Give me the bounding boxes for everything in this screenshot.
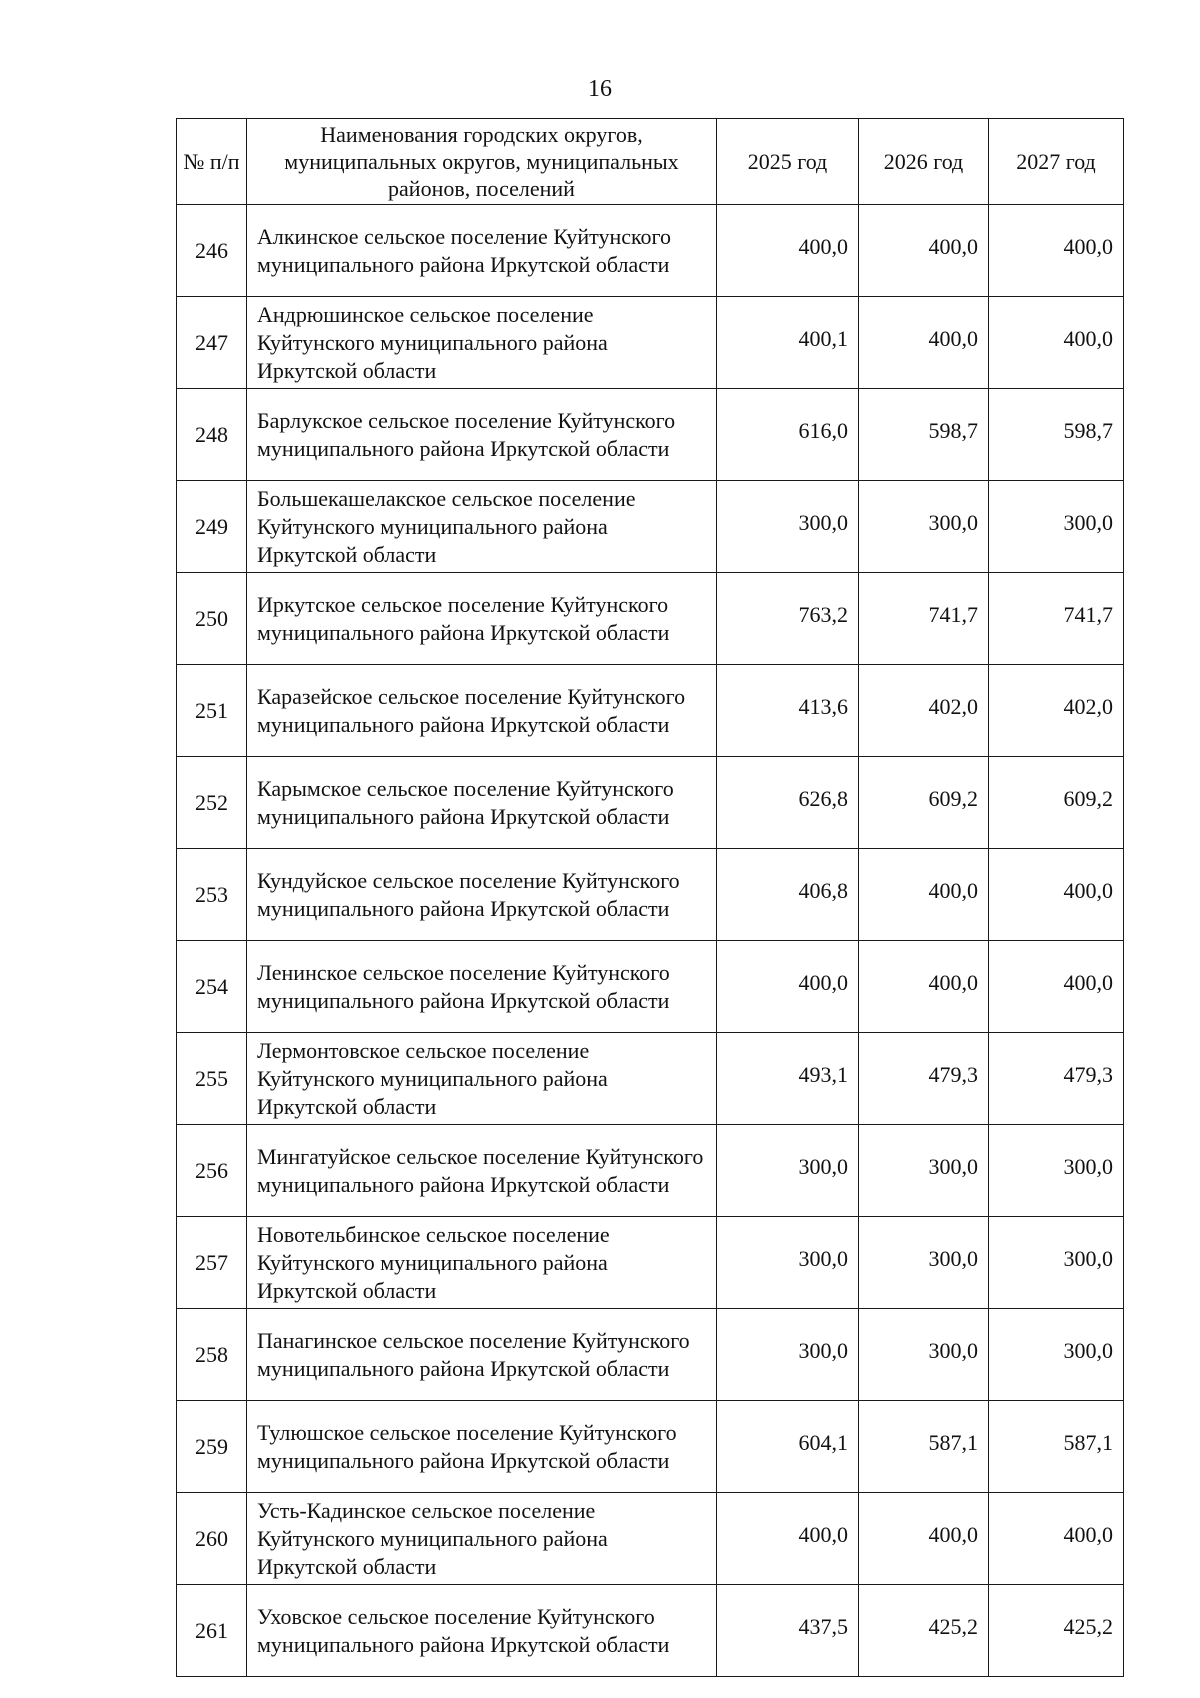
table-header [177,119,1124,205]
value-2026: 402,0 [859,665,989,757]
table-row [177,297,1124,389]
row-number: 259 [177,1401,247,1493]
value-2026: 587,1 [859,1401,989,1493]
value-2027: 400,0 [989,849,1124,941]
settlement-name: Кундуйское сельское поселение Куйтунского муниципального района Иркутской области [247,849,717,941]
row-number: 252 [177,757,247,849]
settlement-name: Лермонтовское сельское поселение Куйтунского муниципального района Иркутской области [247,1033,717,1125]
value-2026: 741,7 [859,573,989,665]
settlement-name: Иркутское сельское поселение Куйтунского муниципального района Иркутской области [247,573,717,665]
table-row [177,941,1124,1033]
value-2027: 425,2 [989,1585,1124,1677]
value-2026: 400,0 [859,297,989,389]
value-2025: 413,6 [717,665,859,757]
settlement-name: Каразейское сельское поселение Куйтунского муниципального района Иркутской области [247,665,717,757]
table-row [177,1217,1124,1309]
value-2026: 400,0 [859,849,989,941]
value-2027: 300,0 [989,1309,1124,1401]
row-number: 246 [177,205,247,297]
value-2025: 400,0 [717,941,859,1033]
settlement-name: Ленинское сельское поселение Куйтунского муниципального района Иркутской области [247,941,717,1033]
header-row [177,119,1124,205]
value-2026: 400,0 [859,205,989,297]
settlement-name: Мингатуйское сельское поселение Куйтунского муниципального района Иркутской области [247,1125,717,1217]
settlement-name: Усть-Кадинское сельское поселение Куйтунского муниципального района Иркутской области [247,1493,717,1585]
row-number: 251 [177,665,247,757]
value-2025: 493,1 [717,1033,859,1125]
table-row [177,1309,1124,1401]
value-2025: 300,0 [717,481,859,573]
settlement-name: Большекашелакское сельское поселение Куйтунского муниципального района Иркутской области [247,481,717,573]
header-2026: 2026 год [859,119,989,205]
value-2027: 741,7 [989,573,1124,665]
value-2026: 400,0 [859,1493,989,1585]
value-2027: 300,0 [989,1125,1124,1217]
value-2027: 598,7 [989,389,1124,481]
table-row [177,665,1124,757]
value-2027: 587,1 [989,1401,1124,1493]
table-row [177,1125,1124,1217]
table-row [177,573,1124,665]
row-number: 250 [177,573,247,665]
value-2026: 479,3 [859,1033,989,1125]
settlement-name: Уховское сельское поселение Куйтунского муниципального района Иркутской области [247,1585,717,1677]
table-row [177,389,1124,481]
value-2025: 400,0 [717,205,859,297]
value-2025: 604,1 [717,1401,859,1493]
row-number: 261 [177,1585,247,1677]
header-name: Наименования городских округов, муниципальных округов, муниципальных районов, поселений [247,119,717,205]
value-2027: 402,0 [989,665,1124,757]
table-row [177,205,1124,297]
table-row [177,757,1124,849]
value-2026: 300,0 [859,1309,989,1401]
settlement-name: Барлукское сельское поселение Куйтунского муниципального района Иркутской области [247,389,717,481]
value-2027: 479,3 [989,1033,1124,1125]
value-2025: 763,2 [717,573,859,665]
value-2027: 400,0 [989,205,1124,297]
value-2026: 300,0 [859,1217,989,1309]
value-2025: 300,0 [717,1125,859,1217]
value-2025: 626,8 [717,757,859,849]
value-2027: 400,0 [989,297,1124,389]
value-2027: 609,2 [989,757,1124,849]
table-row [177,1033,1124,1125]
value-2025: 437,5 [717,1585,859,1677]
row-number: 248 [177,389,247,481]
value-2027: 400,0 [989,1493,1124,1585]
value-2026: 425,2 [859,1585,989,1677]
page-number: 16 [588,76,612,102]
header-2025: 2025 год [717,119,859,205]
value-2026: 300,0 [859,1125,989,1217]
value-2026: 300,0 [859,481,989,573]
row-number: 260 [177,1493,247,1585]
value-2025: 616,0 [717,389,859,481]
value-2027: 300,0 [989,481,1124,573]
value-2025: 400,0 [717,1493,859,1585]
value-2025: 300,0 [717,1217,859,1309]
budget-table [176,118,1124,1677]
row-number: 253 [177,849,247,941]
table-body [177,205,1124,1677]
header-2027: 2027 год [989,119,1124,205]
settlement-name: Тулюшское сельское поселение Куйтунского муниципального района Иркутской области [247,1401,717,1493]
header-number: № п/п [177,119,247,205]
table-row [177,1493,1124,1585]
row-number: 254 [177,941,247,1033]
table-row [177,481,1124,573]
value-2025: 406,8 [717,849,859,941]
value-2026: 400,0 [859,941,989,1033]
row-number: 247 [177,297,247,389]
table-row [177,849,1124,941]
value-2026: 609,2 [859,757,989,849]
table-row [177,1585,1124,1677]
value-2026: 598,7 [859,389,989,481]
table-row [177,1401,1124,1493]
value-2025: 300,0 [717,1309,859,1401]
row-number: 255 [177,1033,247,1125]
row-number: 257 [177,1217,247,1309]
row-number: 249 [177,481,247,573]
value-2027: 400,0 [989,941,1124,1033]
row-number: 256 [177,1125,247,1217]
settlement-name: Панагинское сельское поселение Куйтунского муниципального района Иркутской области [247,1309,717,1401]
settlement-name: Алкинское сельское поселение Куйтунского муниципального района Иркутской области [247,205,717,297]
settlement-name: Карымское сельское поселение Куйтунского муниципального района Иркутской области [247,757,717,849]
row-number: 258 [177,1309,247,1401]
value-2027: 300,0 [989,1217,1124,1309]
settlement-name: Андрюшинское сельское поселение Куйтунского муниципального района Иркутской области [247,297,717,389]
value-2025: 400,1 [717,297,859,389]
settlement-name: Новотельбинское сельское поселение Куйтунского муниципального района Иркутской области [247,1217,717,1309]
